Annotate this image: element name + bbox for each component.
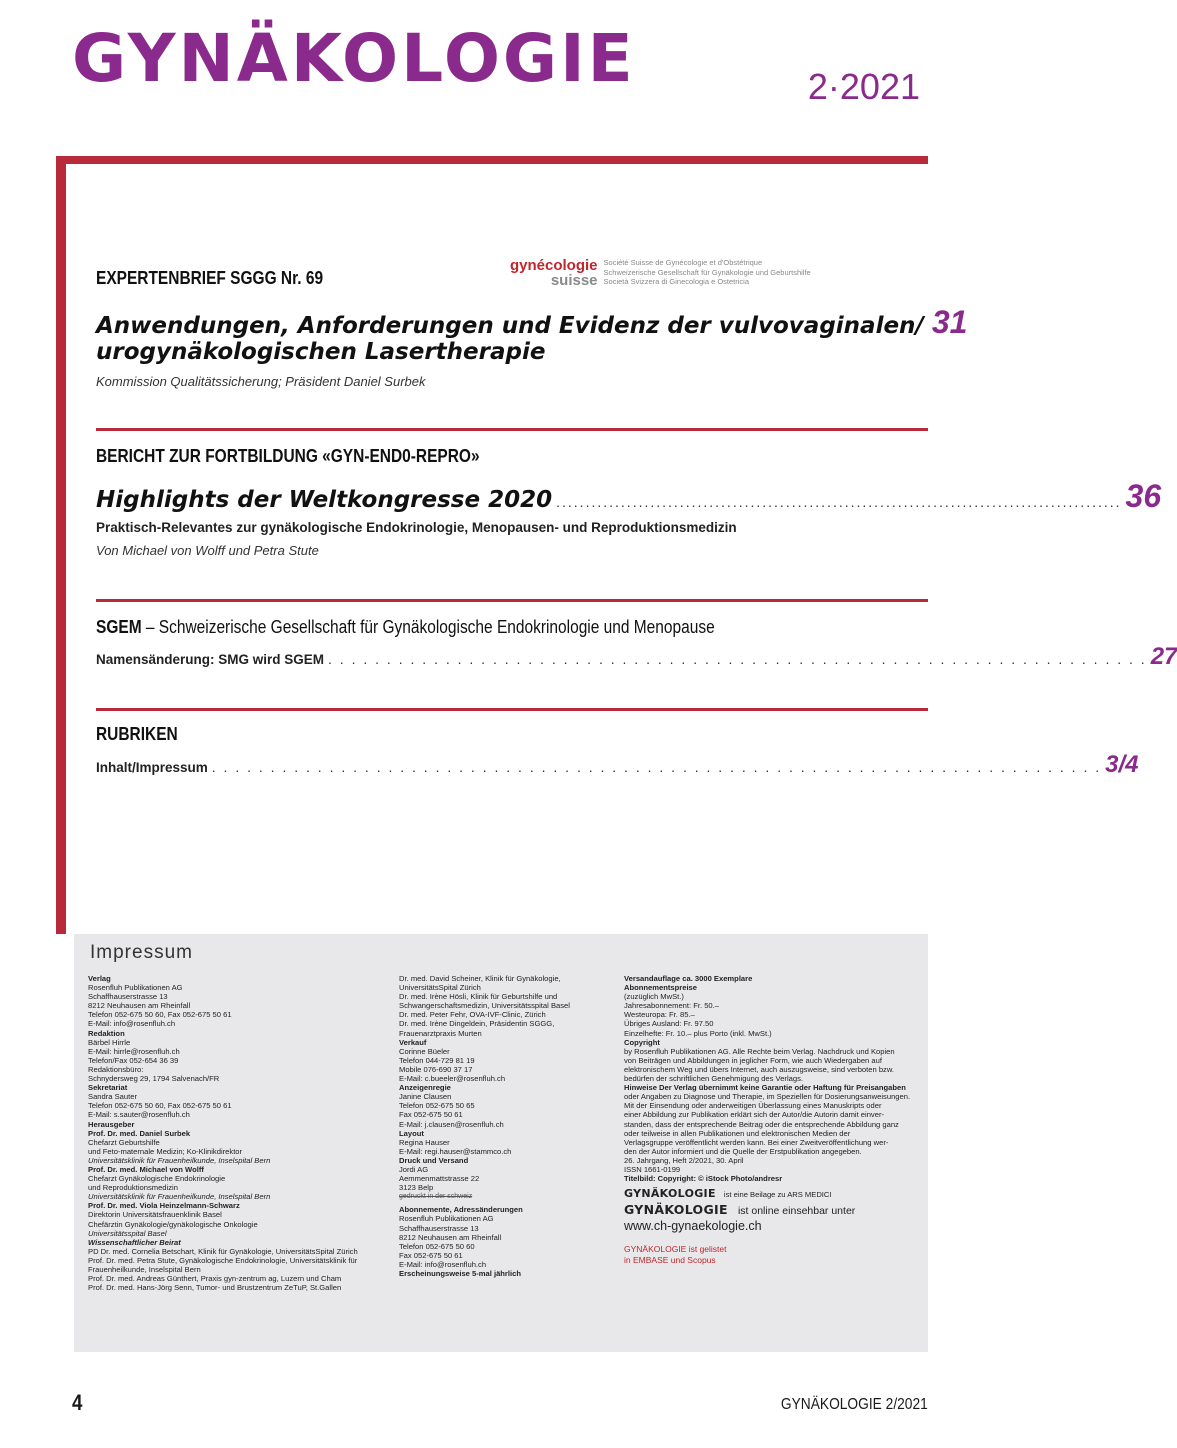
online-text: ist online einsehbar unter (737, 1205, 856, 1218)
impressum-line: Titelbild: Copyright: © iStock Photo/andresr (624, 1174, 783, 1184)
impressum-line: E-Mail: s.sauter@rosenfluh.ch (88, 1110, 190, 1120)
impressum-line: Janine Clausen (399, 1092, 452, 1102)
section-heading-rubriken: RUBRIKEN (96, 724, 178, 744)
article-title: Highlights der Weltkongresse 2020 (96, 487, 553, 513)
impressum-line: Abonnemente, Adressänderungen (399, 1205, 523, 1215)
impressum-title: Impressum (90, 942, 193, 963)
article-title-line1: Anwendungen, Anforderungen und Evidenz der vulvovaginalen/ (96, 313, 924, 339)
impressum-line: Telefon 044-729 81 19 (399, 1055, 475, 1065)
online-line (624, 1202, 924, 1218)
impressum-line: Druck und Versand (399, 1155, 469, 1165)
impressum-line: E-Mail: c.bueeler@rosenfluh.ch (399, 1074, 506, 1084)
impressum-line: Prof. Dr. med. Viola Heinzelmann-Schwarz (88, 1201, 240, 1211)
impressum-line: Frauenarztpraxis Murten (399, 1028, 482, 1038)
impressum-line: Telefon 052-675 50 60 (399, 1241, 475, 1251)
impressum-line: Westeuropa: Fr. 85.– (624, 1010, 695, 1020)
impressum-line: 26. Jahrgang, Heft 2/2021, 30. April (624, 1155, 744, 1165)
leader-dots: . . . . . . . . . . . . . . . . . . . . . . . . . . . . . . . . . . . . . . . . . . . . . . . . . . . . . . . . . . . . . . . . . . . . . . . . . . . . (211, 759, 1102, 775)
page-number: 31 (931, 304, 968, 340)
section-divider (96, 708, 928, 711)
impressum-line: Schnydersweg 29, 1794 Salvenach/FR (88, 1074, 220, 1084)
impressum-line: Telefon 052-675 50 60, Fax 052-675 50 61 (88, 1010, 232, 1020)
impressum-line: von Beiträgen und Abbildungen in jeglicher Form, wie auch Wiedergaben auf (624, 1055, 882, 1065)
impressum-line: Einzelhefte: Fr. 10.– plus Porto (inkl. MwSt.) (624, 1028, 772, 1038)
website-link[interactable]: www.ch-gynaekologie.ch (624, 1219, 762, 1234)
leader-dots: . . . . . . . . . . . . . . . . . . . . . . . . . . . . . . . . . . . . . . . . . . . . . . . . . . . . . . . . . . . . . . . . . . . . . . (328, 651, 1147, 667)
impressum-line: Herausgeber (88, 1119, 135, 1129)
impressum-line: Universitätsspital Basel (88, 1228, 167, 1238)
impressum-line: und Feto-maternale Medizin; Ko-Klinikdirektor (88, 1146, 243, 1156)
impressum-line: Prof. Dr. med. Daniel Surbek (88, 1128, 191, 1138)
impressum-line: Dr. med. Peter Fehr, OVA-IVF-Clinic, Zürich (399, 1010, 546, 1020)
impressum-line: Prof. Dr. med. Michael von Wolff (88, 1164, 204, 1174)
impressum-line: bedürfen der schriftlichen Genehmigung des Verlags. (624, 1074, 803, 1084)
impressum-line: Telefon/Fax 052-654 36 39 (88, 1055, 179, 1065)
impressum-line: Prof. Dr. med. Hans-Jörg Senn, Tumor- und Brustzentrum ZeTuP, St.Gallen (88, 1283, 342, 1293)
toc-entry-laser[interactable] (96, 304, 968, 341)
article-byline: Von Michael von Wolff und Petra Stute (96, 543, 319, 558)
impressum-line: Abonnementspreise (624, 983, 698, 993)
impressum-line: Sekretariat (88, 1083, 128, 1093)
impressum-line: Schaffhauserstrasse 13 (88, 992, 168, 1002)
impressum-line: Schwangerschaftsmedizin, Universitätsspital Basel (399, 1001, 570, 1011)
impressum-line: Rosenfluh Publikationen AG (88, 983, 183, 993)
impressum-line: oder Angaben zu Diagnose und Therapie, im Speziellen für Dosierungsanweisungen. (624, 1092, 911, 1102)
impressum-line: Dr. med. David Scheiner, Klinik für Gynäkologie, (399, 974, 561, 983)
section-heading-fortbildung: BERICHT ZUR FORTBILDUNG «GYN-END0-REPRO» (96, 446, 480, 466)
toc-entry-highlights[interactable] (96, 478, 1162, 515)
logo-sub-de: Schweizerische Gesellschaft für Gynäkologie und Geburtshilfe (603, 267, 811, 277)
article-subtitle: Praktisch-Relevantes zur gynäkologische Endokrinologie, Menopausen- und Reproduktionsmedizin (96, 520, 737, 535)
impressum-line: Erscheinungsweise 5-mal jährlich (399, 1269, 521, 1278)
impressum-line: oder teilweise in allen Publikationen und elektronischen Medien der (624, 1128, 851, 1138)
section-heading-sgem: SGEM – Schweizerische Gesellschaft für Gynäkologische Endokrinologie und Menopause (96, 617, 715, 637)
impressum-line: Fax 052-675 50 61 (399, 1250, 463, 1260)
impressum-line: Verkauf (399, 1037, 427, 1047)
impressum-line: Prof. Dr. med. Petra Stute, Gynäkologische Endokrinologie, Universitätsklinik für (88, 1255, 358, 1265)
impressum-line: Hinweise Der Verlag übernimmt keine Garantie oder Haftung für Preisangaben (624, 1083, 906, 1093)
impressum-line: Mit der Einsendung oder anderweitigen Überlassung eines Manuskripts oder (624, 1101, 882, 1111)
impressum-line: Bärbel Hirrle (88, 1037, 131, 1047)
impressum-line: 3123 Belp (399, 1183, 434, 1193)
impressum-line: Regina Hauser (399, 1137, 450, 1147)
impressum-line: Prof. Dr. med. Andreas Günthert, Praxis gyn-zentrum ag, Luzern und Cham (88, 1274, 342, 1284)
impressum-line: Wissenschaftlicher Beirat (88, 1237, 181, 1247)
impressum-line: PD Dr. med. Cornelia Betschart, Klinik für Gynäkologie, UniversitätsSpital Zürich (88, 1246, 358, 1256)
beilage-line (624, 1189, 924, 1199)
toc-entry-impressum[interactable] (96, 751, 1139, 779)
logo-sub-it: Società Svizzera di Ginecologia e Ostetricia (603, 277, 750, 286)
impressum-column-1 (88, 974, 393, 1292)
impressum-line: Anzeigenregie (399, 1083, 451, 1093)
article-title-line2: urogynäkologischen Lasertherapie (96, 339, 546, 365)
journal-title: GYNÄKOLOGIE (72, 20, 636, 97)
leader-dots: ................................................................................................ (556, 494, 1122, 510)
impressum-line: E-Mail: hirrle@rosenfluh.ch (88, 1046, 180, 1056)
impressum-column-3 (624, 974, 924, 1266)
impressum-line: gedruckt in der schweiz (399, 1193, 473, 1201)
impressum-line: Dr. med. Irène Dingeldein, Präsidentin SGGG, (399, 1019, 555, 1029)
toc-frame-top-bar (56, 156, 928, 164)
impressum-line: Verlagsgruppe veröffentlicht werden kann. Bei einer Zweitveröffentlichung wer- (624, 1137, 889, 1147)
page-number-footer: 4 (72, 1390, 83, 1415)
toc-frame-left-bar (56, 156, 66, 934)
impressum-line: Chefarzt Gynäkologische Endokrinologie (88, 1174, 226, 1184)
issue-number: 2·2021 (807, 66, 920, 107)
brand-mini: GYNÄKOLOGIE (624, 1187, 716, 1201)
article-byline: Kommission Qualitätssicherung; Präsident Daniel Surbek (96, 374, 426, 389)
impressum-line: E-Mail: info@rosenfluh.ch (399, 1259, 487, 1269)
impressum-line: Redaktionsbüro: (88, 1064, 144, 1074)
impressum-line: Jordi AG (399, 1164, 429, 1174)
impressum-line: E-Mail: regi.hauser@stammco.ch (399, 1146, 512, 1156)
impressum-line: einer Abbildung zur Publikation erklärt sich der Autor/die Autorin damit einver- (624, 1110, 885, 1120)
impressum-line: ISSN 1661-0199 (624, 1164, 681, 1174)
impressum-line: Rosenfluh Publikationen AG (399, 1214, 494, 1224)
impressum-line: Dr. med. Irène Hösli, Klinik für Geburtshilfe und (399, 992, 558, 1002)
toc-entry-sgem[interactable] (96, 643, 1177, 671)
section-heading-expertenbrief: EXPERTENBRIEF SGGG Nr. 69 (96, 268, 324, 288)
impressum-line: Mobile 076-690 37 17 (399, 1064, 473, 1074)
page-number: 36 (1125, 478, 1162, 514)
impressum-line: 8212 Neuhausen am Rheinfall (399, 1232, 502, 1242)
logo-word-1: gynécologie (510, 257, 598, 274)
beilage-text: ist eine Beilage zu ARS MEDICI (723, 1190, 832, 1200)
gynecologie-suisse-logo (510, 258, 844, 288)
impressum-line: elektronischem Weg und übers Internet, auch auszugsweise, sind verboten bzw. (624, 1064, 895, 1074)
brand-mini: GYNÄKOLOGIE (624, 1202, 728, 1218)
impressum-line: und Reproduktionsmedizin (88, 1183, 178, 1193)
impressum-line: (zuzüglich MwSt.) (624, 992, 684, 1002)
impressum-line: Layout (399, 1128, 424, 1138)
entry-title: Namensänderung: SMG wird SGEM (96, 652, 325, 667)
impressum-line: Telefon 052-675 50 65 (399, 1101, 475, 1111)
impressum-line: Aemmenmattstrasse 22 (399, 1174, 480, 1184)
impressum-line: Universitätsklinik für Frauenheilkunde, Inselspital Bern (88, 1155, 271, 1165)
impressum-line: Versandauflage ca. 3000 Exemplare (624, 974, 753, 983)
listed-line-2: in EMBASE und Scopus (624, 1255, 716, 1266)
impressum-line: Schaffhauserstrasse 13 (399, 1223, 479, 1233)
impressum-line: Übriges Ausland: Fr. 97.50 (624, 1019, 714, 1029)
impressum-line: Verlag (88, 974, 111, 983)
entry-title: Inhalt/Impressum (96, 760, 208, 775)
impressum-line: standen, dass der entsprechende Beitrag oder die entsprechende Abbildung ganz (624, 1119, 899, 1129)
section-divider (96, 599, 928, 602)
impressum-line: den der Autor informiert und die Quelle der Erstpublikation angegeben. (624, 1146, 862, 1156)
impressum-line: Universitätsklinik für Frauenheilkunde, Inselspital Bern (88, 1192, 271, 1202)
impressum-line: UniversitätsSpital Zürich (399, 983, 481, 993)
page-number: 3/4 (1105, 751, 1139, 778)
impressum-line: Fax 052-675 50 61 (399, 1110, 463, 1120)
impressum-line: Chefarzt Geburtshilfe (88, 1137, 160, 1147)
impressum-line: Telefon 052-675 50 60, Fax 052-675 50 61 (88, 1101, 232, 1111)
impressum-line: E-Mail: j.clausen@rosenfluh.ch (399, 1119, 504, 1129)
impressum-line: Chefärztin Gynäkologie/gynäkologische Onkologie (88, 1219, 258, 1229)
impressum-line: Jahresabonnement: Fr. 50.– (624, 1001, 719, 1011)
listed-line-1: GYNÄKOLOGIE ist gelistet (624, 1244, 727, 1255)
impressum-line: Copyright (624, 1037, 660, 1047)
footer-journal: GYNÄKOLOGIE 2/2021 (781, 1396, 928, 1413)
impressum-line: E-Mail: info@rosenfluh.ch (88, 1019, 176, 1029)
impressum-column-2 (399, 974, 614, 1278)
impressum-line: Frauenheilkunde, Inselspital Bern (88, 1265, 201, 1274)
impressum-line: by Rosenfluh Publikationen AG. Alle Rechte beim Verlag. Nachdruck und Kopien (624, 1046, 895, 1056)
page-number: 27 (1150, 643, 1177, 670)
logo-sub-fr: Société Suisse de Gynécologie et d'Obstétrique (603, 258, 763, 267)
impressum-line: Corinne Büeler (399, 1046, 450, 1056)
impressum-line: Sandra Sauter (88, 1092, 137, 1102)
logo-word-2: suisse (550, 272, 598, 289)
impressum-line: Redaktion (88, 1028, 125, 1038)
impressum-line: 8212 Neuhausen am Rheinfall (88, 1001, 191, 1011)
impressum-line: Direktorin Universitätsfrauenklinik Basel (88, 1210, 222, 1220)
section-divider (96, 428, 928, 431)
